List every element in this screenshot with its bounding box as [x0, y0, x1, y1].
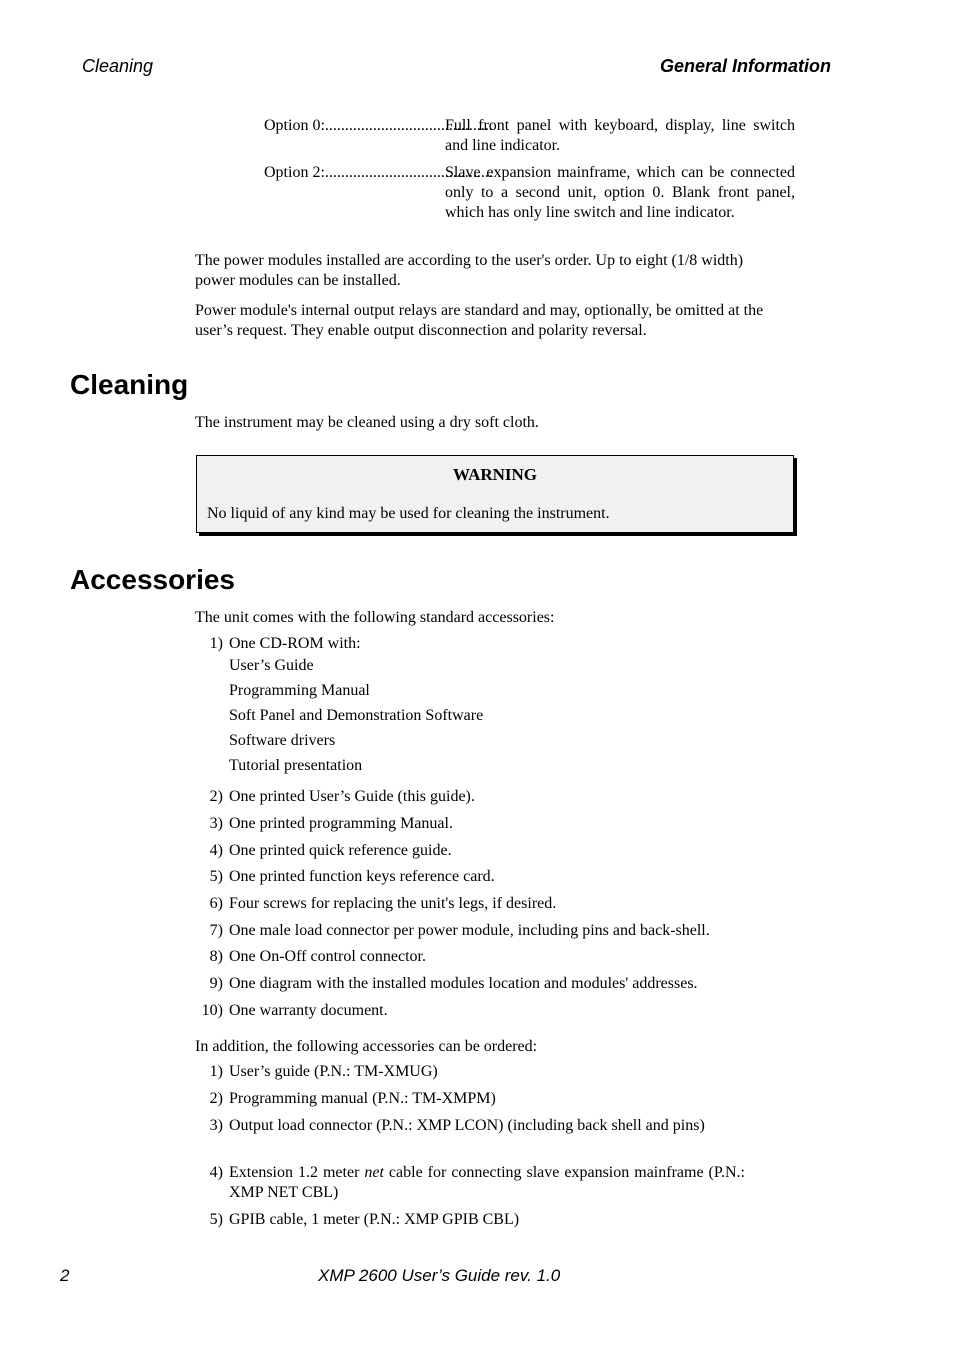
list-number: 8) [209, 948, 223, 965]
list-text: One On-Off control connector. [229, 948, 426, 965]
list-item [195, 814, 755, 834]
list-number: 4) [209, 1164, 223, 1181]
list-text-part: Extension 1.2 meter [229, 1164, 365, 1181]
list-text-emphasis: net [364, 1164, 384, 1181]
heading-accessories: Accessories [70, 564, 236, 595]
list-text: Programming manual (P.N.: TM-XMPM) [229, 1090, 496, 1107]
accessories-intro: The unit comes with the following standard accessories: [195, 609, 555, 626]
list-number: 5) [209, 868, 223, 885]
list-item [195, 1062, 755, 1082]
warning-box [196, 455, 794, 533]
list-item [195, 841, 755, 861]
list-text: One CD-ROM with: [229, 635, 361, 652]
list-number: 3) [209, 1117, 223, 1134]
list-number: 5) [209, 1211, 223, 1228]
list-item [195, 634, 755, 654]
list-text: One male load connector per power module, including pins and back-shell. [229, 922, 710, 939]
page-number: 2 [60, 1266, 70, 1285]
list-item [195, 787, 755, 807]
list-text: One printed User’s Guide (this guide). [229, 788, 475, 805]
paragraph-power-modules: The power modules installed are according to the user's order. Up to eight (1/8 width) power modules can be installed. [195, 252, 744, 289]
option-description: Full front panel with keyboard, display, line switch and line indicator. [445, 117, 795, 154]
list-text: One printed function keys reference card. [229, 868, 495, 885]
option-description: Slave expansion mainframe, which can be connected only to a second unit, option 0. Blank front panel, which has only line switch and line indicator. [445, 164, 795, 221]
list-number: 2) [209, 1090, 223, 1107]
list-number: 4) [209, 842, 223, 859]
list-item [195, 947, 755, 967]
running-header-section: Cleaning [82, 56, 154, 76]
running-header-chapter: General Information [659, 56, 831, 76]
list-text: GPIB cable, 1 meter (P.N.: XMP GPIB CBL) [229, 1211, 520, 1228]
list-item [195, 1116, 744, 1156]
option-row [264, 163, 796, 243]
list-number: 3) [209, 815, 223, 832]
list-item [195, 1210, 755, 1230]
list-number: 9) [209, 975, 223, 992]
heading-cleaning: Cleaning [70, 369, 189, 400]
cd-item: Programming Manual [229, 682, 370, 699]
list-text: User’s guide (P.N.: TM-XMUG) [229, 1063, 438, 1080]
list-item [195, 921, 775, 941]
list-number: 6) [209, 895, 223, 912]
cd-item: Software drivers [229, 732, 336, 749]
list-text: One warranty document. [229, 1002, 388, 1019]
list-text: One printed quick reference guide. [229, 842, 452, 859]
list-number: 1) [209, 1063, 223, 1080]
cd-item: Soft Panel and Demonstration Software [229, 707, 484, 724]
option-label: Option 0:.......................................... [264, 117, 493, 134]
list-text: Four screws for replacing the unit's legs, if desired. [229, 895, 557, 912]
footer-document-title: XMP 2600 User’s Guide rev. 1.0 [318, 1266, 561, 1285]
paragraph-output-relays: Power module's internal output relays are standard and may, optionally, be omitted at the user’s request. They enable output disconnection and polarity reversal. [195, 302, 764, 339]
list-text [229, 1163, 745, 1203]
list-item [195, 974, 765, 994]
list-text: One printed programming Manual. [229, 815, 453, 832]
list-text: Output load connector (P.N.: XMP LCON) (including back shell and pins) [229, 1117, 705, 1134]
list-item [195, 1001, 755, 1021]
list-number: 2) [209, 788, 223, 805]
option-row [264, 116, 796, 156]
optional-accessories-intro: In addition, the following accessories can be ordered: [195, 1038, 538, 1055]
warning-title: WARNING [452, 465, 538, 484]
cd-item: Tutorial presentation [229, 757, 363, 774]
list-item [195, 1163, 745, 1203]
list-number: 10) [201, 1002, 223, 1019]
cleaning-text: The instrument may be cleaned using a dry soft cloth. [195, 414, 539, 431]
list-item [195, 1089, 755, 1109]
list-number: 7) [209, 922, 223, 939]
list-text-part: cable for connecting slave expansion mainframe (P.N.: XMP NET CBL) [229, 1164, 745, 1201]
list-item [195, 894, 755, 914]
option-label: Option 2:.......................................... [264, 164, 493, 181]
list-item [195, 867, 755, 887]
list-text: One diagram with the installed modules location and modules' addresses. [229, 975, 698, 992]
warning-text: No liquid of any kind may be used for cleaning the instrument. [207, 505, 610, 522]
cd-item: User’s Guide [229, 657, 314, 674]
list-number: 1) [209, 635, 223, 652]
